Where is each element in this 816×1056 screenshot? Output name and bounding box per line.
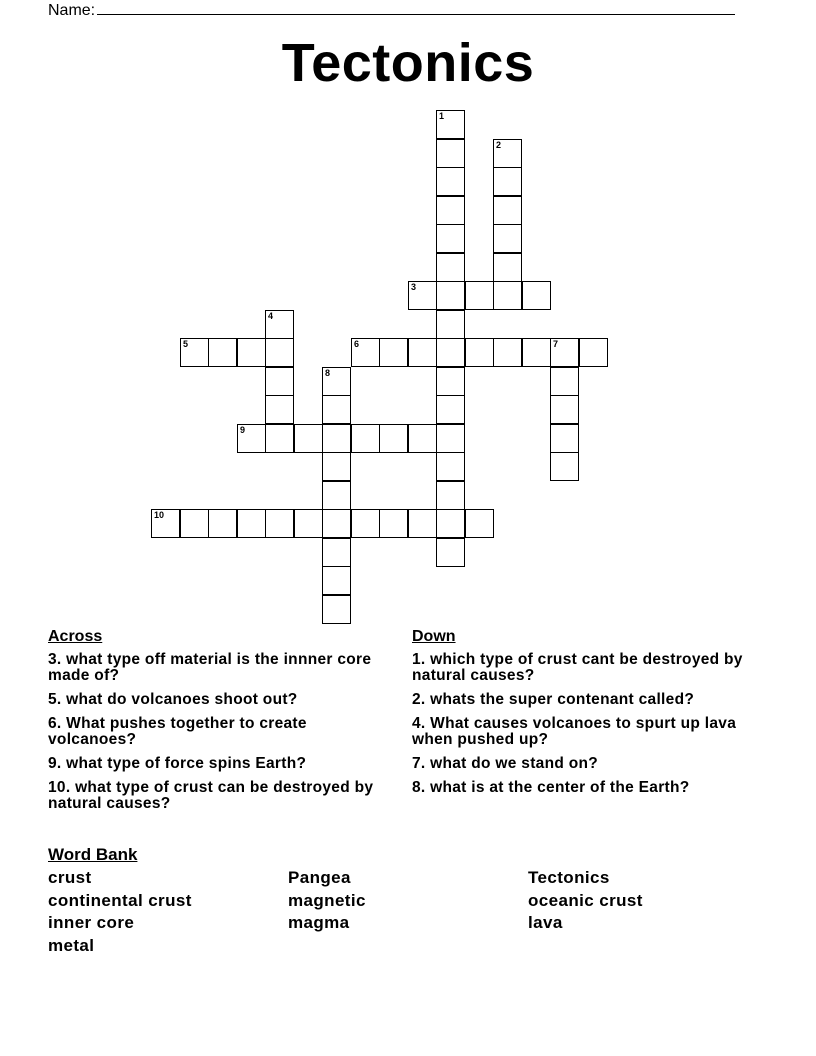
grid-cell[interactable]: [208, 509, 237, 538]
grid-cell[interactable]: [237, 509, 266, 538]
grid-cell[interactable]: [465, 281, 494, 310]
word-bank-item: Tectonics: [528, 868, 610, 887]
word-bank-item: oceanic crust: [528, 891, 643, 910]
grid-cell[interactable]: [493, 167, 522, 196]
grid-cell[interactable]: [579, 338, 608, 367]
grid-cell[interactable]: [322, 452, 351, 481]
grid-cell[interactable]: [265, 338, 294, 367]
grid-cell[interactable]: [237, 424, 266, 453]
grid-cell[interactable]: [436, 224, 465, 253]
clue-down-1: 1. which type of crust cant be destroyed by natural causes?: [412, 651, 743, 684]
grid-cell[interactable]: [408, 509, 437, 538]
grid-cell[interactable]: [322, 566, 351, 595]
grid-cell[interactable]: [436, 395, 465, 424]
word-bank-item: inner core: [48, 913, 135, 932]
grid-cell[interactable]: [436, 509, 465, 538]
grid-cell[interactable]: [408, 338, 437, 367]
grid-cell[interactable]: [522, 338, 551, 367]
clue-across-5: 5. what do volcanoes shoot out?: [48, 691, 298, 708]
clue-across-6: 6. What pushes together to create volcanoes?: [48, 715, 307, 748]
word-bank-item: continental crust: [48, 891, 192, 910]
grid-cell[interactable]: [436, 481, 465, 510]
grid-cell[interactable]: [294, 509, 323, 538]
grid-cell[interactable]: [522, 281, 551, 310]
grid-cell[interactable]: [408, 424, 437, 453]
grid-cell[interactable]: [436, 253, 465, 282]
grid-cell[interactable]: [322, 395, 351, 424]
grid-cell[interactable]: [493, 338, 522, 367]
clue-number: 6: [354, 339, 360, 349]
grid-cell[interactable]: [465, 338, 494, 367]
name-label: Name:: [48, 2, 96, 19]
grid-cell[interactable]: [322, 367, 351, 396]
grid-cell[interactable]: [322, 538, 351, 567]
grid-cell[interactable]: [265, 367, 294, 396]
clue-down-7: 7. what do we stand on?: [412, 755, 599, 772]
clue-number: 8: [325, 368, 331, 378]
grid-cell[interactable]: [436, 110, 465, 139]
grid-cell[interactable]: [265, 424, 294, 453]
clue-down-8: 8. what is at the center of the Earth?: [412, 779, 690, 796]
grid-cell[interactable]: [151, 509, 180, 538]
grid-cell[interactable]: [436, 424, 465, 453]
grid-cell[interactable]: [493, 281, 522, 310]
grid-cell[interactable]: [436, 452, 465, 481]
grid-cell[interactable]: [436, 310, 465, 339]
grid-cell[interactable]: [265, 395, 294, 424]
grid-cell[interactable]: [436, 338, 465, 367]
down-clues: [412, 628, 757, 804]
clue-number: 1: [439, 111, 445, 121]
grid-cell[interactable]: [351, 338, 380, 367]
word-bank-item: magma: [288, 913, 350, 932]
grid-cell[interactable]: [379, 509, 408, 538]
grid-cell[interactable]: [180, 338, 209, 367]
word-bank-item: magnetic: [288, 891, 366, 910]
across-heading: Across: [48, 628, 103, 645]
grid-cell[interactable]: [322, 481, 351, 510]
grid-cell[interactable]: [550, 338, 579, 367]
grid-cell[interactable]: [208, 338, 237, 367]
grid-cell[interactable]: [550, 395, 579, 424]
word-bank-item: lava: [528, 913, 563, 932]
grid-cell[interactable]: [322, 509, 351, 538]
clue-across-3: 3. what type off material is the innner core made of?: [48, 651, 372, 684]
word-bank-item: metal: [48, 936, 95, 955]
clue-number: 9: [240, 425, 246, 435]
grid-cell[interactable]: [436, 167, 465, 196]
word-bank-item: Pangea: [288, 868, 351, 887]
word-bank-heading: Word Bank: [48, 845, 138, 864]
grid-cell[interactable]: [379, 338, 408, 367]
word-bank-item: crust: [48, 868, 92, 887]
grid-cell[interactable]: [322, 595, 351, 624]
grid-cell[interactable]: [180, 509, 209, 538]
grid-cell[interactable]: [493, 253, 522, 282]
clue-number: 7: [553, 339, 559, 349]
grid-cell[interactable]: [436, 139, 465, 168]
clue-across-9: 9. what type of force spins Earth?: [48, 755, 307, 772]
grid-cell[interactable]: [351, 509, 380, 538]
grid-cell[interactable]: [493, 139, 522, 168]
clue-number: 3: [411, 282, 417, 292]
grid-cell[interactable]: [351, 424, 380, 453]
grid-cell[interactable]: [265, 509, 294, 538]
grid-cell[interactable]: [265, 310, 294, 339]
grid-cell[interactable]: [550, 452, 579, 481]
grid-cell[interactable]: [493, 196, 522, 225]
grid-cell[interactable]: [322, 424, 351, 453]
grid-cell[interactable]: [436, 367, 465, 396]
grid-cell[interactable]: [294, 424, 323, 453]
clue-across-10: 10. what type of crust can be destroyed by natural causes?: [48, 779, 374, 812]
clue-number: 5: [183, 339, 189, 349]
clue-number: 2: [496, 140, 502, 150]
grid-cell[interactable]: [493, 224, 522, 253]
clue-down-4: 4. What causes volcanoes to spurt up lava when pushed up?: [412, 715, 737, 748]
grid-cell[interactable]: [550, 367, 579, 396]
grid-cell[interactable]: [436, 281, 465, 310]
grid-cell[interactable]: [379, 424, 408, 453]
grid-cell[interactable]: [465, 509, 494, 538]
grid-cell[interactable]: [408, 281, 437, 310]
grid-cell[interactable]: [436, 538, 465, 567]
clue-number: 4: [268, 311, 274, 321]
grid-cell[interactable]: [237, 338, 266, 367]
down-heading: Down: [412, 628, 456, 645]
clue-down-2: 2. whats the super contenant called?: [412, 691, 695, 708]
grid-cell[interactable]: [436, 196, 465, 225]
grid-cell[interactable]: [550, 424, 579, 453]
puzzle-title: Tectonics: [281, 33, 535, 93]
clue-number: 10: [154, 510, 165, 520]
across-clues: [48, 628, 393, 820]
